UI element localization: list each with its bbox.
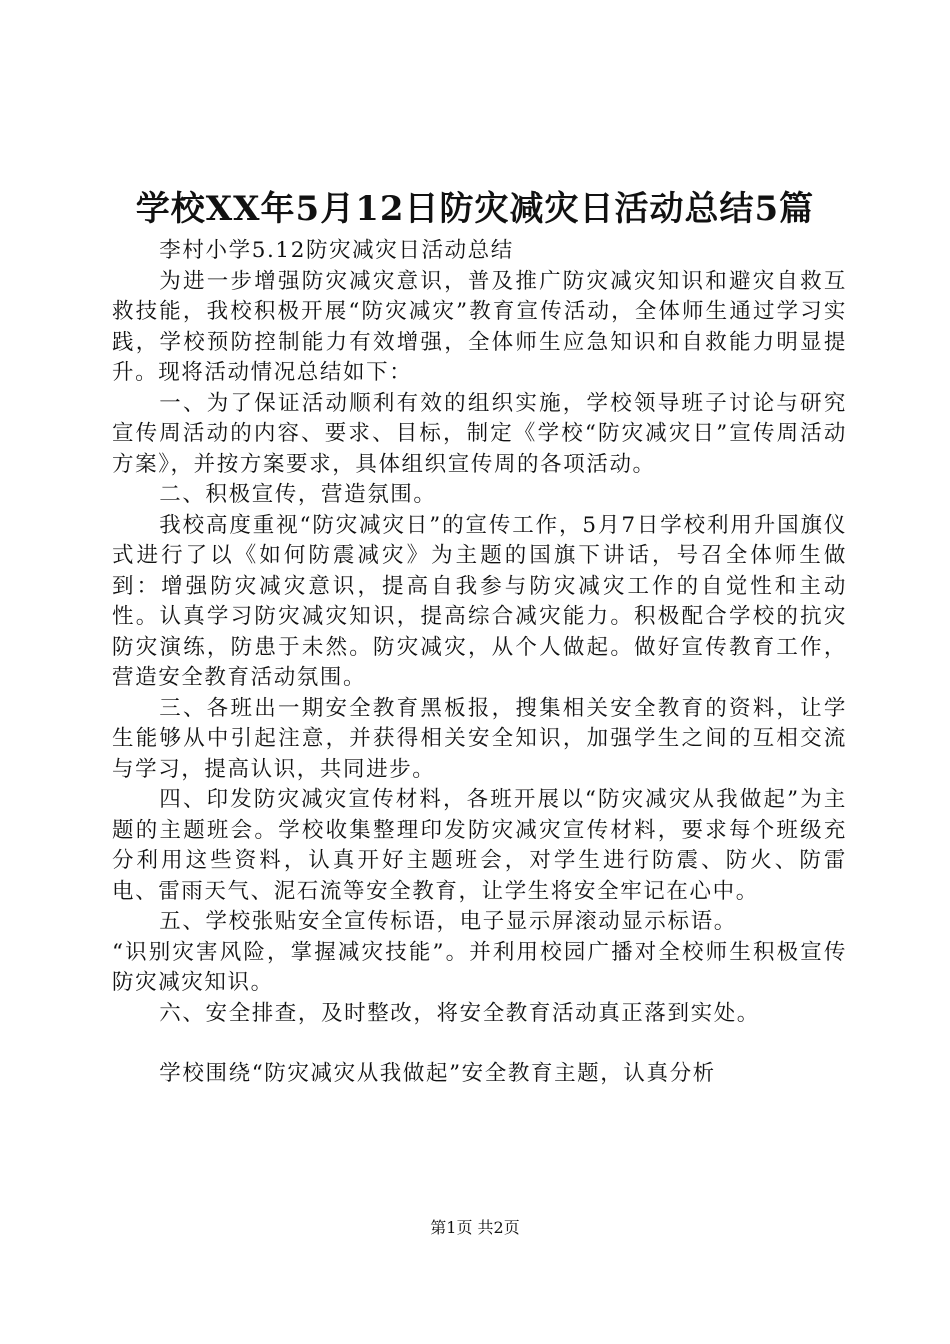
paragraph-intro: 为进一步增强防灾减灾意识，普及推广防灾减灾知识和避灾自救互救技能，我校积极开展“防灾减灾”教育宣传活动，全体师生通过学习实践，学校预防控制能力有效增强，全体师生应急知识和自救能力明显提升。现将活动情况总结如下： bbox=[112, 268, 847, 385]
document-title: 学校XX年5月12日防灾减灾日活动总结5篇 bbox=[135, 189, 815, 229]
paragraph-continuation: 学校围绕“防灾减灾从我做起”安全教育主题，认真分析 bbox=[159, 1061, 716, 1086]
paragraph-section-1: 一、为了保证活动顺利有效的组织实施，学校领导班子讨论与研究宣传周活动的内容、要求、目标，制定《学校“防灾减灾日”宣传周活动方案》，并按方案要求，具体组织宣传周的各项活动。 bbox=[112, 390, 847, 477]
paragraph-section-2-body: 我校高度重视“防灾减灾日”的宣传工作，5月7日学校利用升国旗仪式进行了以《如何防震减灾》为主题的国旗下讲话，号召全体师生做到：增强防灾减灾意识，提高自我参与防灾减灾工作的自觉性和主动性。认真学习防灾减灾知识，提高综合减灾能力。积极配合学校的抗灾防灾演练，防患于未然。防灾减灾，从个人做起。做好宣传教育工作，营造安全教育活动氛围。 bbox=[112, 512, 847, 690]
paragraph-section-6: 六、安全排查，及时整改，将安全教育活动真正落到实处。 bbox=[159, 1000, 760, 1026]
paragraph-section-3: 三、各班出一期安全教育黑板报，搜集相关安全教育的资料，让学生能够从中引起注意，并获得相关安全知识，加强学生之间的互相交流与学习，提高认识，共同进步。 bbox=[112, 695, 847, 782]
document-body bbox=[112, 236, 847, 1090]
page-number-footer: 第1页 共2页 bbox=[430, 1218, 520, 1237]
paragraph-section-5: 五、学校张贴安全宣传标语，电子显示屏滚动显示标语。 bbox=[159, 909, 737, 934]
paragraph-section-5-slogan: “识别灾害风险，掌握减灾技能”。并利用校园广播对全校师生积极宣传防灾减灾知识。 bbox=[112, 939, 847, 995]
paragraph-section-2-heading: 二、积极宣传，营造氛围。 bbox=[159, 482, 437, 507]
paragraph-section-4: 四、印发防灾减灾宣传材料，各班开展以“防灾减灾从我做起”为主题的主题班会。学校收集整理印发防灾减灾宣传材料，要求每个班级充分利用这些资料，认真开好主题班会，对学生进行防震、防火、防雷电、雷雨天气、泥石流等安全教育，让学生将安全牢记在心中。 bbox=[112, 787, 847, 904]
paragraph-subtitle: 李村小学5.12防灾减灾日活动总结 bbox=[159, 238, 514, 263]
